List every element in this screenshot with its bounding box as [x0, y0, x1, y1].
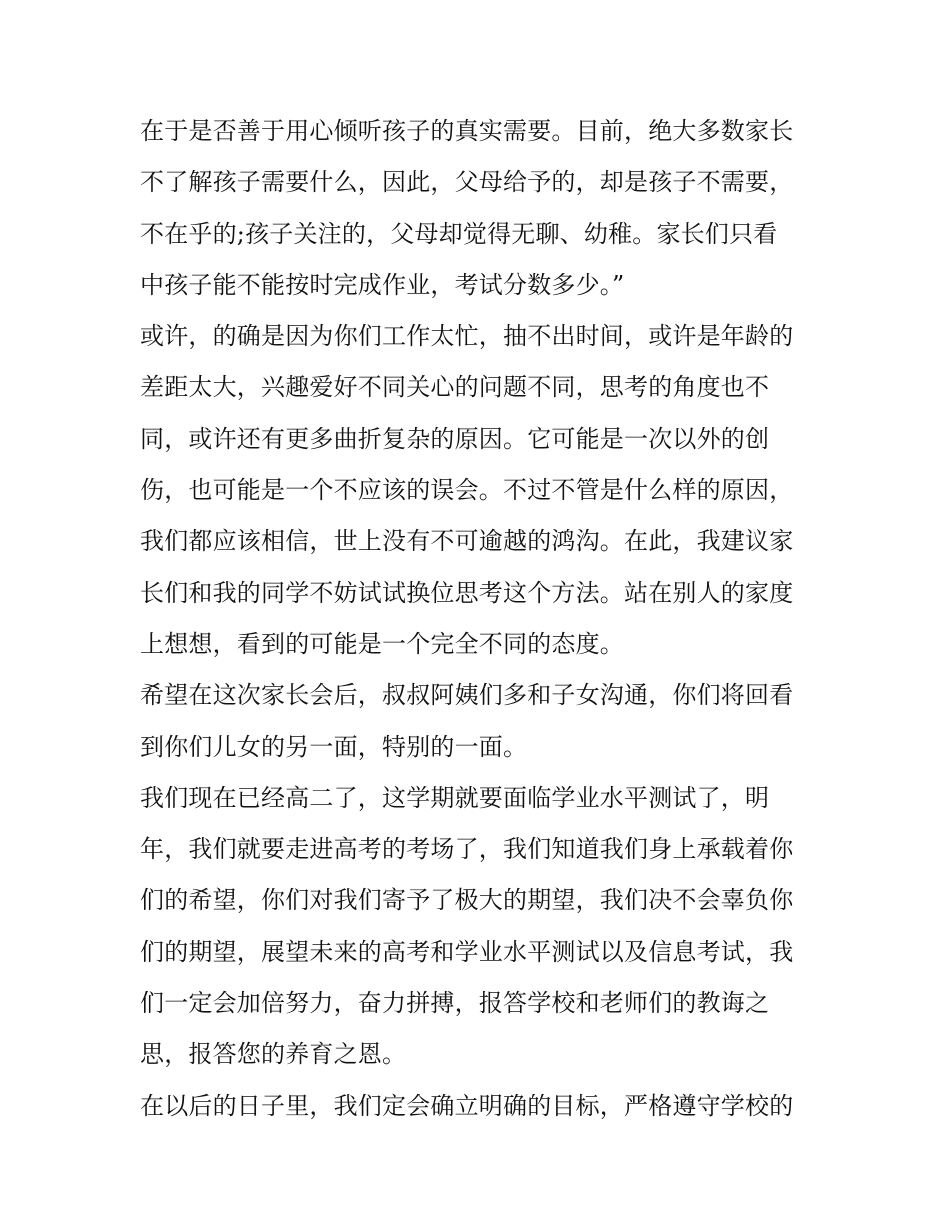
text-line: 伤，也可能是一个不应该的误会。不过不管是什么样的原因，: [140, 476, 794, 505]
text-line: 或许，的确是因为你们工作太忙，抽不出时间，或许是年龄的: [140, 322, 794, 351]
text-line: 思，报答您的养育之恩。: [140, 1040, 407, 1069]
text-line: 差距太大，兴趣爱好不同关心的问题不同，思考的角度也不: [140, 373, 770, 402]
text-line: 不在乎的;孩子关注的，父母却觉得无聊、幼稚。家长们只看: [140, 219, 778, 248]
text-line: 同，或许还有更多曲折复杂的原因。它可能是一次以外的创: [140, 424, 770, 453]
text-line: 我们现在已经高二了，这学期就要面临学业水平测试了，明: [140, 783, 770, 812]
text-line: 在以后的日子里，我们定会确立明确的目标，严格遵守学校的: [140, 1091, 794, 1120]
text-line: 上想想，看到的可能是一个完全不同的态度。: [140, 629, 624, 658]
text-line: 中孩子能不能按时完成作业，考试分数多少。”: [140, 270, 625, 299]
text-line: 们的希望，你们对我们寄予了极大的期望，我们决不会辜负你: [140, 886, 794, 915]
text-line: 希望在这次家长会后，叔叔阿姨们多和子女沟通，你们将回看: [140, 681, 794, 710]
text-line: 到你们儿女的另一面，特别的一面。: [140, 732, 528, 761]
body-text: [140, 106, 820, 1132]
text-line: 长们和我的同学不妨试试换位思考这个方法。站在别人的家度: [140, 578, 794, 607]
text-line: 不了解孩子需要什么，因此，父母给予的，却是孩子不需要，: [140, 168, 794, 197]
text-line: 们的期望，展望未来的高考和学业水平测试以及信息考试，我: [140, 937, 794, 966]
text-line: 们一定会加倍努力，奋力拼搏，报答学校和老师们的教诲之: [140, 989, 770, 1018]
text-line: 我们都应该相信，世上没有不可逾越的鸿沟。在此，我建议家: [140, 527, 794, 556]
text-line: 年，我们就要走进高考的考场了，我们知道我们身上承载着你: [140, 835, 794, 864]
text-line: 在于是否善于用心倾听孩子的真实需要。目前，绝大多数家长: [140, 117, 794, 145]
